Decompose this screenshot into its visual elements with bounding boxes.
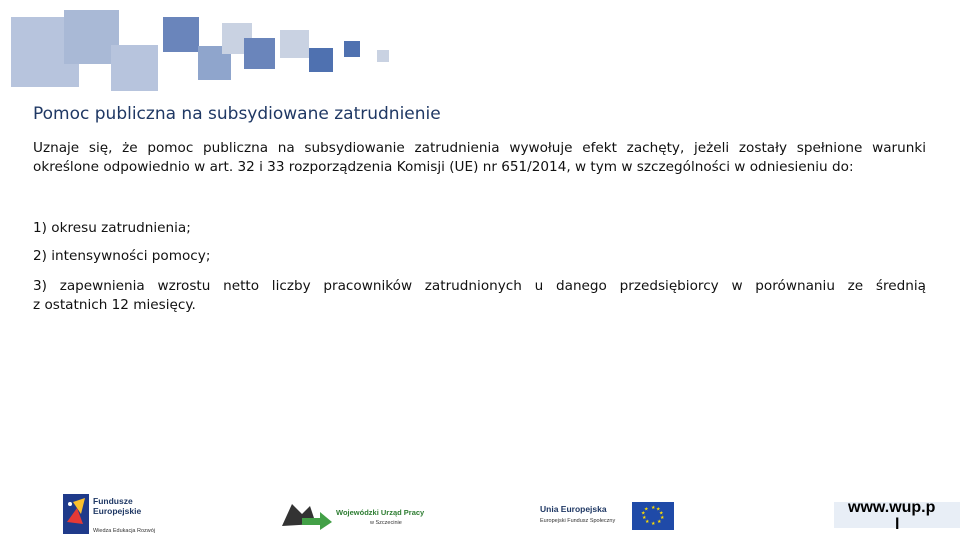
svg-text:★: ★ xyxy=(660,515,665,521)
list-item-3 xyxy=(33,277,926,315)
wup-name: Wojewódzki Urząd Pracy xyxy=(336,508,425,517)
square xyxy=(377,50,389,62)
square xyxy=(244,38,275,69)
square xyxy=(344,41,360,57)
svg-text:★: ★ xyxy=(642,515,647,521)
square xyxy=(163,17,199,52)
eu-subtitle: Europejski Fundusz Społeczny xyxy=(540,518,616,524)
fundusze-europejskie-logo xyxy=(63,494,173,536)
website-text-tail[interactable]: l xyxy=(895,516,900,533)
svg-text:★: ★ xyxy=(651,505,656,511)
wup-city: w Szczecinie xyxy=(370,520,402,526)
list-item-3-line-1: 3) zapewnienia wzrostu netto liczby pracowników zatrudnionych u danego przedsiębiorcy w porównaniu ze średnią xyxy=(33,278,926,294)
svg-text:★: ★ xyxy=(644,506,649,513)
list-item-2: 2) intensywności pomocy; xyxy=(33,248,211,264)
svg-text:★: ★ xyxy=(645,519,650,525)
wup-logo xyxy=(280,498,430,532)
eu-name: Unia Europejska xyxy=(540,504,607,514)
fe-emblem-icon xyxy=(63,494,89,534)
fe-name-line-1: Fundusze xyxy=(93,496,133,506)
list-item-3-line-2: z ostatnich 12 miesięcy. xyxy=(33,297,196,313)
fe-name xyxy=(93,496,141,516)
square xyxy=(111,45,158,91)
eu-logo xyxy=(538,500,678,532)
fe-subtitle: Wiedza Edukacja Rozwój xyxy=(93,528,156,534)
svg-text:★: ★ xyxy=(651,521,656,527)
square xyxy=(280,30,309,58)
eu-flag-icon xyxy=(632,502,674,530)
footer-logos xyxy=(0,490,960,540)
intro-paragraph xyxy=(33,139,926,177)
svg-text:★: ★ xyxy=(659,510,664,517)
list-item-1: 1) okresu zatrudnienia; xyxy=(33,220,191,236)
slide-title: Pomoc publiczna na subsydiowane zatrudnienie xyxy=(33,104,441,124)
svg-text:★: ★ xyxy=(641,510,646,517)
svg-text:★: ★ xyxy=(656,506,661,513)
wup-emblem-icon xyxy=(280,500,334,530)
svg-text:★: ★ xyxy=(657,519,662,525)
fe-name-line-2: Europejskie xyxy=(93,506,142,516)
website-text[interactable]: www.wup.p xyxy=(848,499,936,516)
intro-line-2: określone odpowiednio w art. 32 i 33 rozporządzenia Komisji (UE) nr 651/2014, w tym w szczególności w odniesieniu do: xyxy=(33,159,854,175)
square xyxy=(309,48,333,72)
intro-line-1: Uznaje się, że pomoc publiczna na subsydiowanie zatrudnienia wywołuje efekt zachęty, jeżeli zostały spełnione warunki xyxy=(33,140,926,156)
